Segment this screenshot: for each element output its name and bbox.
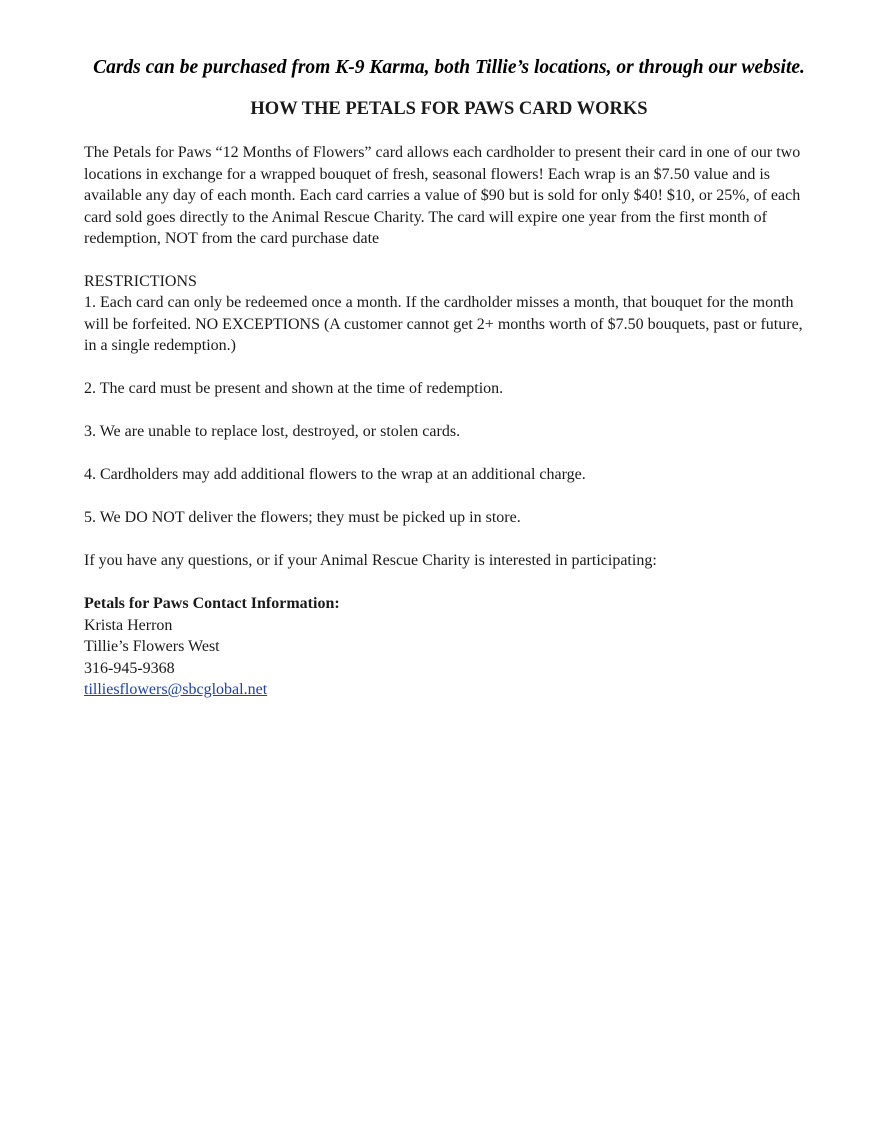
restriction-item: 3. We are unable to replace lost, destroyed, or stolen cards. — [84, 423, 461, 440]
contact-phone: 316-945-9368 — [84, 659, 175, 677]
contact-section — [84, 593, 814, 701]
restrictions-title: RESTRICTIONS — [84, 272, 197, 290]
questions-paragraph: If you have any questions, or if your Animal Rescue Charity is interested in participating: — [84, 552, 657, 569]
restriction-item: 4. Cardholders may add additional flowers to the wrap at an additional charge. — [84, 466, 586, 483]
document-page — [84, 54, 814, 701]
contact-business: Tillie’s Flowers West — [84, 638, 220, 655]
intro-paragraph: The Petals for Paws “12 Months of Flowers” card allows each cardholder to present their card in one of our two locations in exchange for a wrapped bouquet of fresh, seasonal flowers! Each wrap is an $7.50 value and is available any day of each month. Each card carries a value of $90 but is sold for only $40! $10, or 25%, of each card sold goes directly to the Animal Rescue Charity. The card will expire one year from the first month of redemption, NOT from the card purchase date — [84, 144, 801, 247]
page-title: HOW THE PETALS FOR PAWS CARD WORKS — [250, 99, 648, 119]
restriction-item: 5. We DO NOT deliver the flowers; they must be picked up in store. — [84, 509, 521, 526]
restrictions-section — [84, 271, 814, 529]
contact-title: Petals for Paws Contact Information: — [84, 595, 340, 612]
contact-name: Krista Herron — [84, 616, 173, 634]
restriction-item: 1. Each card can only be redeemed once a month. If the cardholder misses a month, that bouquet for the month will be forfeited. NO EXCEPTIONS (A customer cannot get 2+ months worth of $7.50 bouquets, past or future, in a single redemption.) — [84, 294, 803, 354]
restriction-item: 2. The card must be present and shown at the time of redemption. — [84, 380, 504, 397]
purchase-tagline: Cards can be purchased from K-9 Karma, both Tillie’s locations, or through our website. — [93, 57, 805, 78]
contact-email-link[interactable]: tilliesflowers@sbcglobal.net — [84, 681, 268, 698]
